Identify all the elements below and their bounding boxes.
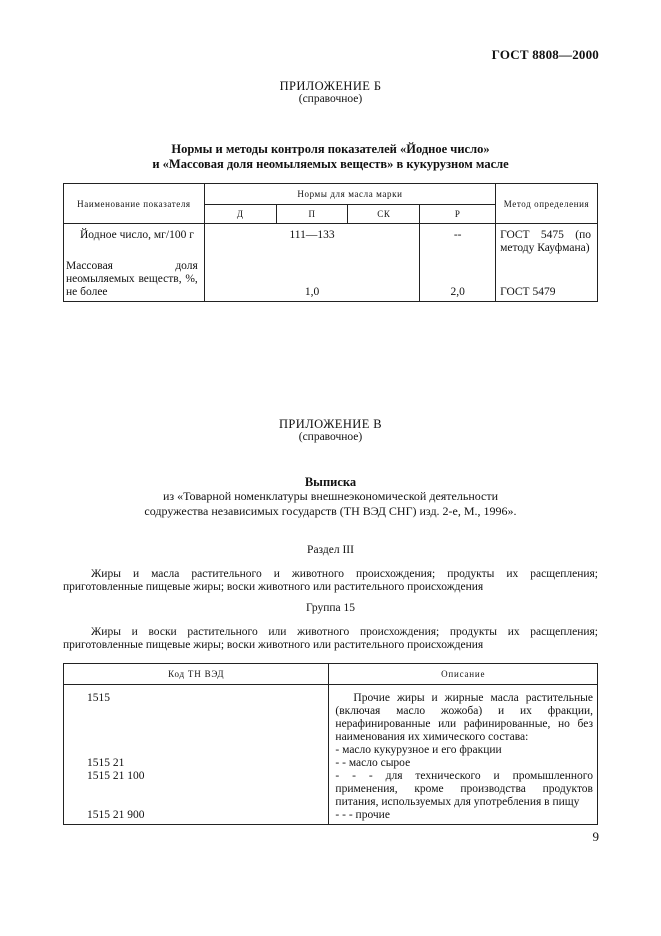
appendix-b-heading-2: и «Массовая доля неомыляемых веществ» в кукурузном масле: [152, 157, 509, 171]
appendix-b-title: ПРИЛОЖЕНИЕ Б: [279, 79, 382, 93]
appendix-v-title: ПРИЛОЖЕНИЕ В: [279, 417, 382, 431]
col-header-code: Код ТН ВЭД: [64, 664, 329, 685]
table-cell-norm: 1,0: [204, 258, 419, 302]
appendix-b-heading-1: Нормы и методы контроля показателей «Йодное число»: [171, 142, 490, 156]
col-header-norms: Нормы для масла марки: [204, 184, 495, 205]
table-cell-method: ГОСТ 5475 (по методу Кауфмана): [496, 224, 598, 258]
table-row-code: [64, 744, 329, 757]
extract-source-1: из «Товарной номенклатуры внешнеэкономической деятельности: [162, 489, 499, 503]
table-cell-norm-r: --: [420, 224, 496, 258]
section-title: Раздел III: [307, 544, 354, 556]
table-row-code: 1515: [64, 685, 329, 745]
standard-code: ГОСТ 8808—2000: [491, 47, 599, 62]
grade-r: Р: [420, 205, 496, 224]
page-number: 9: [592, 829, 599, 844]
col-header-method: Метод определения: [496, 184, 598, 224]
table-row-code: 1515 21 900: [64, 809, 329, 825]
table-row-desc: - масло кукурузное и его фракции: [329, 744, 598, 757]
col-header-desc: Описание: [329, 664, 598, 685]
grade-sk: СК: [348, 205, 420, 224]
group-title: Группа 15: [305, 602, 356, 614]
table-cell-method: ГОСТ 5479: [496, 258, 598, 302]
table-row-code: 1515 21 100: [64, 770, 329, 809]
table-cell-norm-r: 2,0: [420, 258, 496, 302]
appendix-v-subtitle: (справочное): [298, 431, 363, 443]
table-row-code: 1515 21: [64, 757, 329, 770]
section-text: Жиры и масла растительного и животного происхождения; продукты их расщепления; приготовленные пищевые жиры; воски животного или растительного происхождения: [63, 568, 598, 593]
table-row-desc: Прочие жиры и жирные масла растительные (включая масло жожоба) и их фракции, нерафинированные или рафинированные, но без наименования их химического состава:: [329, 685, 598, 745]
appendix-b-subtitle: (справочное): [298, 93, 363, 105]
col-header-name: Наименование показателя: [64, 184, 205, 224]
norms-table: [63, 183, 598, 302]
tnved-table: [63, 663, 598, 825]
grade-p: П: [276, 205, 348, 224]
table-row-desc: - - масло сырое: [329, 757, 598, 770]
extract-heading: Выписка: [304, 475, 357, 489]
extract-source-2: содружества независимых государств (ТН ВЭД СНГ) изд. 2-е, М., 1996».: [144, 504, 517, 518]
table-row-name: Массовая доля неомыляемых веществ, %, не более: [64, 258, 205, 302]
table-cell-norm: 111—133: [204, 224, 419, 258]
group-text: Жиры и воски растительного или животного происхождения; продукты их расщепления; приготовленные пищевые жиры; воски животного или растительного происхождения: [63, 626, 598, 651]
table-row-desc: - - - для технического и промышленного применения, кроме производства продуктов питания, используемых для употребления в пищу: [329, 770, 598, 809]
table-row-name: Йодное число, мг/100 г: [64, 224, 205, 258]
grade-d: Д: [204, 205, 276, 224]
table-row-desc: - - - прочие: [329, 809, 598, 825]
